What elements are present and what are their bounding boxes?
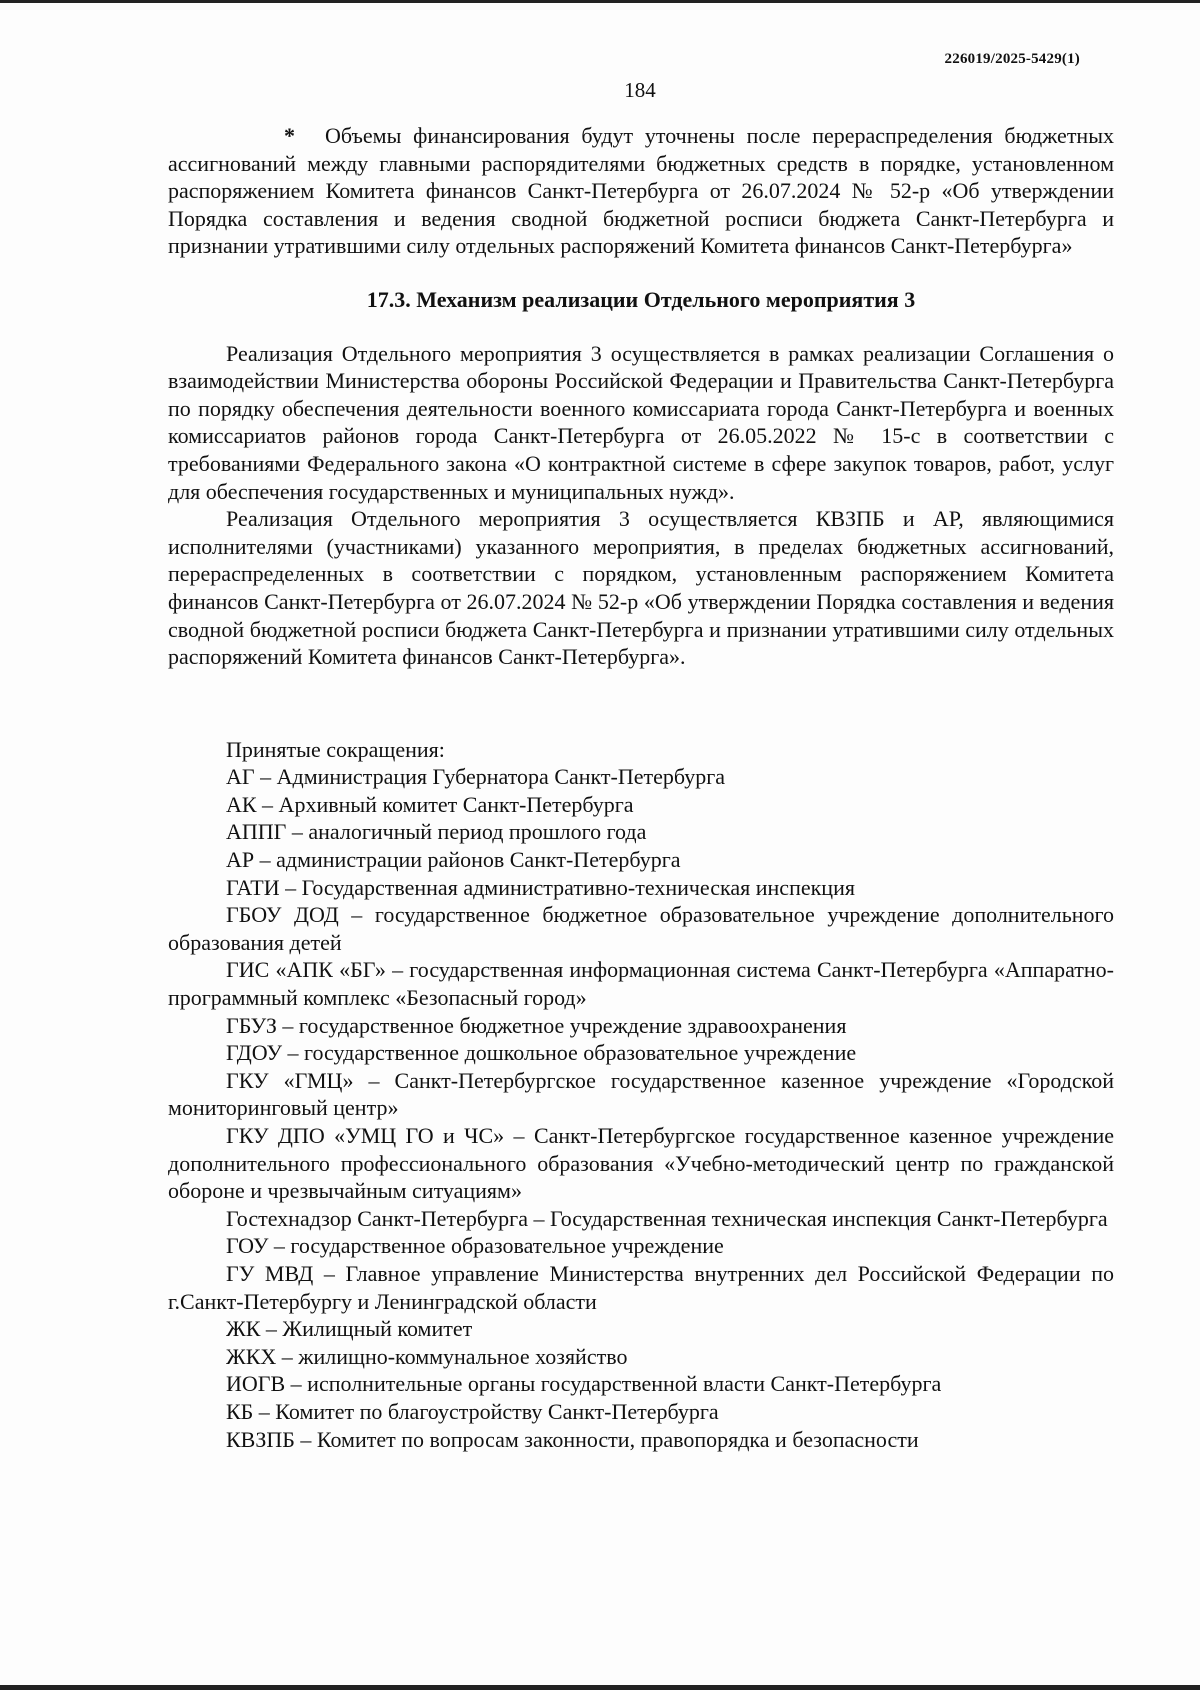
registration-number: 226019/2025-5429(1) bbox=[944, 51, 1080, 67]
scan-top-edge bbox=[0, 0, 1200, 3]
abbreviation-item: Гостехнадзор Санкт-Петербурга – Государственная техническая инспекция Санкт-Петербурга bbox=[226, 1205, 1108, 1231]
abbreviation-item: АР – администрации районов Санкт-Петербурга bbox=[226, 847, 681, 873]
spacer bbox=[168, 671, 1114, 736]
document-body bbox=[168, 122, 1114, 1453]
section-heading: 17.3. Механизм реализации Отдельного мероприятия 3 bbox=[366, 286, 916, 312]
page-number: 184 bbox=[624, 78, 656, 102]
abbreviation-item: ГБОУ ДОД – государственное бюджетное образовательное учреждение дополнительного образования детей bbox=[168, 902, 1114, 955]
footnote-marker: * bbox=[284, 123, 295, 148]
abbreviation-item: АГ – Администрация Губернатора Санкт-Петербурга bbox=[226, 764, 726, 790]
abbreviation-item: АППГ – аналогичный период прошлого года bbox=[226, 819, 647, 845]
abbreviation-item: ГБУЗ – государственное бюджетное учреждение здравоохранения bbox=[226, 1012, 847, 1038]
abbreviation-item: КБ – Комитет по благоустройству Санкт-Петербурга bbox=[226, 1398, 719, 1424]
abbreviation-item: ЖК – Жилищный комитет bbox=[226, 1316, 473, 1342]
abbreviation-item: ЖКХ – жилищно-коммунальное хозяйство bbox=[226, 1343, 628, 1369]
section-paragraph-2: Реализация Отдельного мероприятия 3 осуществляется КВЗПБ и АР, являющимися исполнителями (участниками) указанного мероприятия, в пределах бюджетных ассигнований, перераспределенных в соответствии с порядком, установленным распоряжением Комитета финансов Санкт-Петербурга от 26.07.2024 № 52-р «Об утверждении Порядка составления и ведения сводной бюджетной росписи бюджета Санкт-Петербурга и признании утратившими силу отдельных распоряжений Комитета финансов Санкт-Петербурга». bbox=[168, 506, 1114, 670]
abbreviation-item: ГКУ ДПО «УМЦ ГО и ЧС» – Санкт-Петербургское государственное казенное учреждение дополнительного профессионального образования «Учебно-методический центр по гражданской обороне и чрезвычайным ситуациям» bbox=[168, 1123, 1114, 1204]
abbreviation-item: ГАТИ – Государственная административно-техническая инспекция bbox=[226, 874, 855, 900]
abbreviation-item: ИОГВ – исполнительные органы государственной власти Санкт-Петербурга bbox=[226, 1371, 942, 1397]
abbreviation-item: АК – Архивный комитет Санкт-Петербурга bbox=[226, 791, 634, 817]
abbreviation-item: ГКУ «ГМЦ» – Санкт-Петербургское государственное казенное учреждение «Городской мониторинговый центр» bbox=[168, 1067, 1114, 1121]
abbreviation-item: КВЗПБ – Комитет по вопросам законности, правопорядка и безопасности bbox=[226, 1426, 919, 1452]
abbreviation-item: ГИС «АПК «БГ» – государственная информационная система Санкт-Петербурга «Аппаратно-программный комплекс «Безопасный город» bbox=[168, 957, 1114, 1011]
scan-bottom-edge bbox=[0, 1685, 1200, 1690]
footnote-text: Объемы финансирования будут уточнены после перераспределения бюджетных ассигнований между главными распорядителями бюджетных средств в порядке, установленном распоряжением Комитета финансов Санкт-Петербурга от 26.07.2024 № 52-р «Об утверждении Порядка составления и ведения сводной бюджетной росписи бюджета Санкт-Петербурга и признании утратившими силу отдельных распоряжений Комитета финансов Санкт-Петербурга» bbox=[168, 123, 1114, 259]
abbreviation-item: ГДОУ – государственное дошкольное образовательное учреждение bbox=[226, 1040, 857, 1066]
footnote bbox=[168, 122, 1114, 260]
abbreviation-item: ГОУ – государственное образовательное учреждение bbox=[226, 1233, 724, 1259]
section-paragraph-1: Реализация Отдельного мероприятия 3 осуществляется в рамках реализации Соглашения о взаимодействии Министерства обороны Российской Федерации и Правительства Санкт-Петербурга по порядку обеспечения деятельности военного комиссариата города Санкт-Петербурга и военных комиссариатов районов города Санкт-Петербурга от 26.05.2022 № 15-с в соответствии с требованиями Федерального закона «О контрактной системе в сфере закупок товаров, работ, услуг для обеспечения государственных и муниципальных нужд». bbox=[168, 340, 1114, 504]
abbreviations-title: Принятые сокращения: bbox=[226, 736, 445, 762]
abbreviation-item: ГУ МВД – Главное управление Министерства внутренних дел Российской Федерации по г.Санкт-Петербургу и Ленинградской области bbox=[168, 1260, 1114, 1314]
